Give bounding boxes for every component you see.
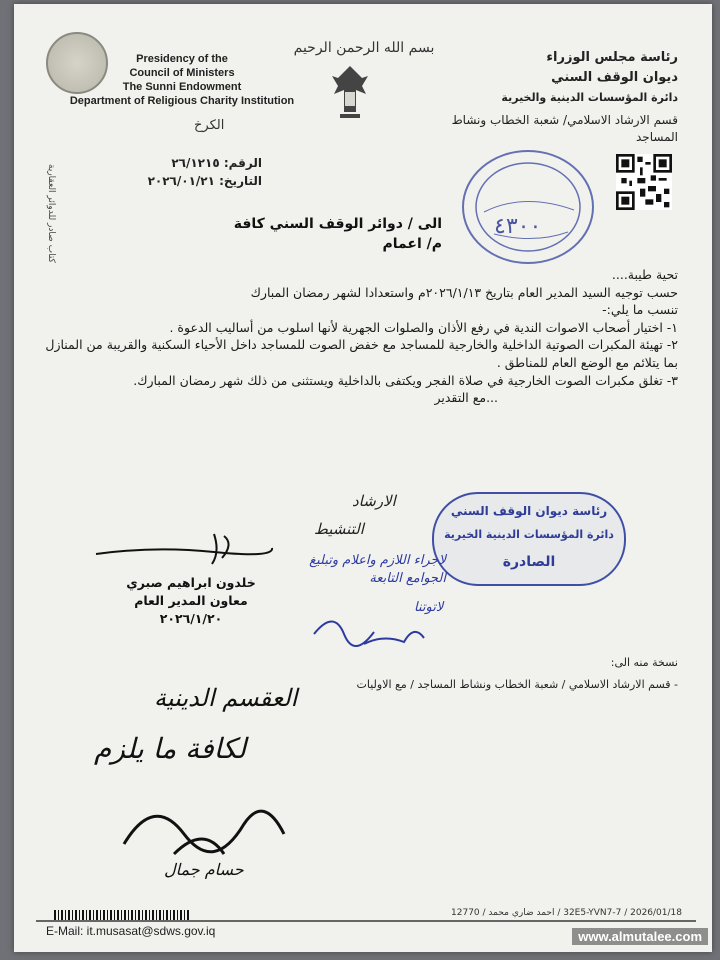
iraq-emblem-icon	[330, 64, 370, 124]
handwritten-note: لاجراء اللازم واعلام وتبليغ الجوامع التابعة	[309, 553, 446, 586]
header-ar-line1: رئاسة مجلس الوزراء	[546, 50, 678, 65]
copy-to-label: نسخة منه الى:	[610, 656, 678, 669]
received-stamp	[462, 150, 594, 264]
barcode-icon	[54, 910, 190, 920]
ink-name: حسام جمال	[164, 860, 244, 879]
section-department: قسم الارشاد الاسلامي/ شعبة الخطاب ونشاط المساجد	[451, 113, 678, 144]
side-annotation: كتاب صادر للدوائر العقارية	[46, 164, 56, 263]
reference-block	[122, 154, 262, 190]
addressee	[234, 214, 442, 254]
blue-signature-icon	[304, 604, 434, 654]
header-en-line3: The Sunni Endowment	[122, 81, 242, 93]
handwritten-tanshit: التنشيط	[314, 520, 364, 538]
para-list-intro: تنسب ما يلي:-	[602, 302, 678, 318]
qr-code-icon	[616, 154, 672, 210]
district-label: الكرخ	[194, 118, 225, 133]
greeting: تحية طيبة....	[611, 267, 678, 282]
header-arabic	[448, 48, 678, 108]
ref-number-label: الرقم:	[223, 156, 262, 170]
ink-signature-icon	[114, 784, 294, 864]
copy-to-item: - قسم الارشاد الاسلامي / شعبة الخطاب ونشاط المساجد / مع الاوليات	[356, 678, 678, 691]
handwritten-directive	[74, 684, 334, 924]
stamp2-line2: دائرة المؤسسات الدينية الخيرية	[444, 528, 614, 541]
header-ar-line3: دائرة المؤسسات الدينية والخيرية	[501, 91, 678, 104]
ink-line1: العقسم الدينية	[154, 684, 298, 712]
header-ar-line2: ديوان الوقف السني	[551, 70, 678, 85]
ref-date-label: التاريخ:	[219, 174, 262, 188]
ref-number-value: ٢٦/١٢١٥	[171, 156, 220, 170]
header-english	[62, 52, 302, 108]
addressee-line1: الى / دوائر الوقف السني كافة	[233, 216, 442, 232]
footer-divider	[36, 920, 696, 922]
signatory-title: معاون المدير العام	[134, 593, 248, 608]
letter-body	[38, 266, 678, 407]
ref-date-value: ٢٠٢٦/٠١/٢١	[147, 174, 215, 188]
handwritten-irshad: الارشاد	[352, 492, 396, 510]
header-en-line2: Council of Ministers	[129, 67, 235, 79]
signatory-date: ٢٠٢٦/١/٢٠	[159, 611, 223, 626]
footer-email: E-Mail: it.musasat@sdws.gov.iq	[46, 924, 216, 938]
stamp2-line1: رئاسة ديوان الوقف السني	[450, 504, 608, 518]
ink-line2: لكافة ما يلزم	[94, 732, 247, 765]
footer-reference: 32E5-YVN7-7 / 2026/01/18 / احمد ضاري محمد / 12770	[451, 908, 682, 918]
closing: ...مع التقدير	[434, 390, 498, 406]
signature-icon	[94, 524, 274, 574]
issued-stamp	[432, 492, 626, 586]
stamp2-line3: الصادرة	[502, 554, 556, 570]
para-intro: حسب توجيه السيد المدير العام بتاريخ ٢٠٢٦/١/١٣م واستعدادا لشهر رمضان المبارك	[250, 284, 678, 300]
handwritten-date-note: لاتوتنا	[414, 600, 444, 615]
item-2: ٢- تهيئة المكبرات الصوتية الداخلية والخارجية للمساجد مع خفض الصوت للمساجد داخل الأحياء السكنية والقريبة من المنازل بما يتلائم مع الوضع العام للمناطق .	[45, 337, 678, 370]
signatory-name: خلدون ابراهيم صبري	[126, 575, 256, 590]
item-1: ١- اختيار أصحاب الاصوات الندية في رفع الأذان والصلوات الجهرية لأنها اسلوب من أساليب الدعوة .	[169, 319, 678, 335]
item-3: ٣- تغلق مكبرات الصوت الخارجية في صلاة الفجر ويكتفى بالداخلية ويستثنى من ذلك شهر رمضان المبارك.	[133, 372, 678, 388]
addressee-line2: م/ اعمام	[382, 236, 442, 252]
header-en-line1: Presidency of the	[136, 53, 228, 65]
basmala: بسم الله الرحمن الرحيم	[293, 40, 435, 56]
site-watermark: www.almutalee.com	[572, 928, 708, 945]
document-page	[14, 4, 712, 952]
header-en-line4: Department of Religious Charity Institution	[69, 95, 295, 107]
signatory-block	[126, 574, 256, 628]
stamp-number: ٤٣٠٠	[494, 214, 542, 239]
